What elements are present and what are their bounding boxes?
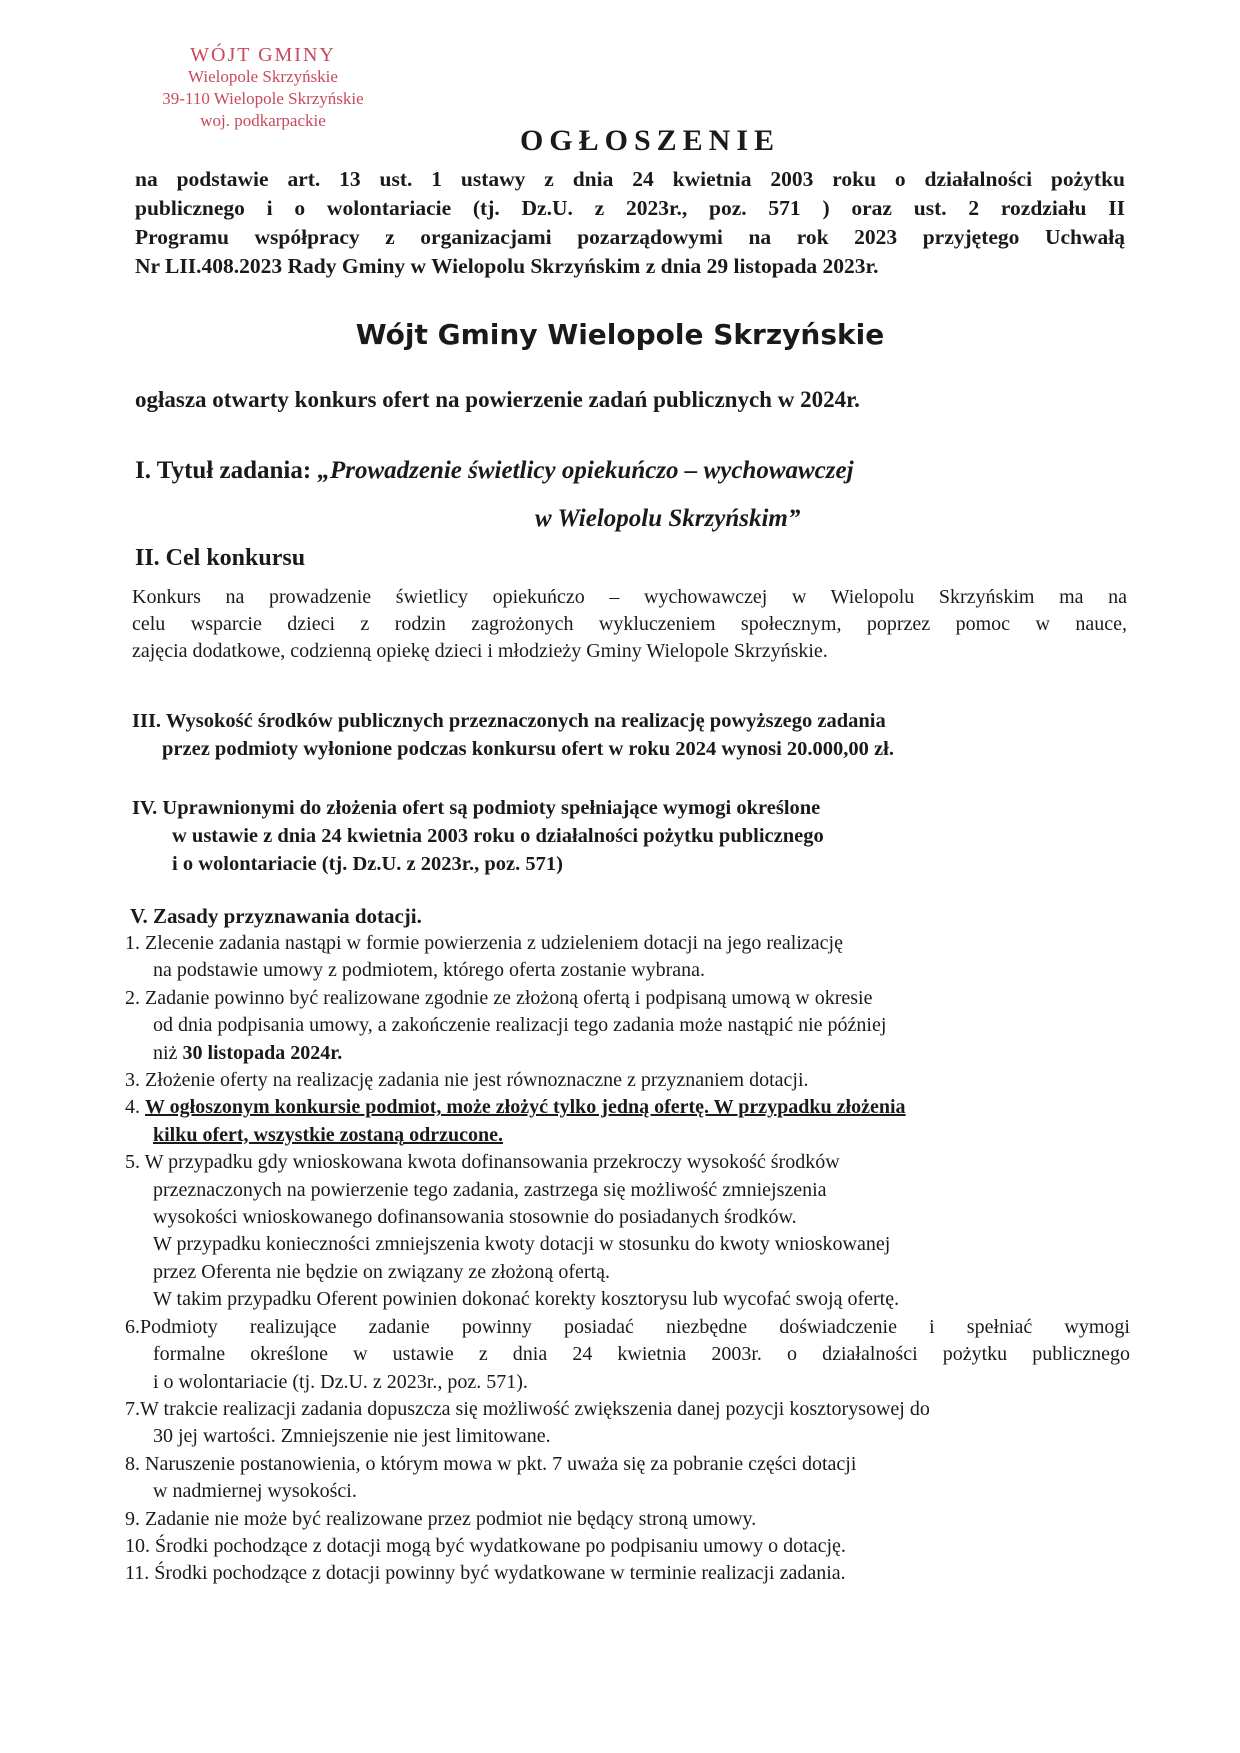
list-item-line: 7.W trakcie realizacji zadania dopuszcza się możliwość zwiększenia danej pozycji kosztorysowej do <box>125 1397 930 1420</box>
section-4 <box>132 794 1132 878</box>
list-item <box>125 1451 1130 1506</box>
list-item <box>125 1506 1130 1533</box>
list-item-line: 3. Złożenie oferty na realizację zadania nie jest równoznaczne z przyznaniem dotacji. <box>125 1069 809 1092</box>
section-1-title <box>135 457 854 485</box>
section-2-line: Konkurs na prowadzenie świetlicy opiekuńczo – wychowawczej w Wielopolu Skrzyńskim ma na <box>132 586 1127 608</box>
section-4-line: w ustawie z dnia 24 kwietnia 2003 roku o działalności pożytku publicznego <box>172 825 824 847</box>
list-item <box>125 930 1130 985</box>
list-item-line: 9. Zadanie nie może być realizowane przez podmiot nie będący stroną umowy. <box>125 1507 757 1530</box>
list-item-line: i o wolontariacie (tj. Dz.U. z 2023r., poz. 571). <box>153 1370 528 1393</box>
authority-heading: Wójt Gminy Wielopole Skrzyńskie <box>355 318 885 351</box>
section-3-line: przez podmioty wyłonione podczas konkursu ofert w roku 2024 wynosi 20.000,00 zł. <box>162 738 894 760</box>
list-item-text: niż <box>153 1041 183 1064</box>
list-item-line: formalne określone w ustawie z dnia 24 kwietnia 2003r. o działalności pożytku publicznego <box>153 1343 1130 1366</box>
list-item-line: 10. Środki pochodzące z dotacji mogą być wydatkowane po podpisaniu umowy o dotację. <box>125 1534 846 1557</box>
list-item-line: 5. W przypadku gdy wnioskowana kwota dofinansowania przekroczy wysokość środków <box>125 1151 840 1174</box>
stamp-line-4: woj. podkarpackie <box>200 111 326 130</box>
list-item-line: od dnia podpisania umowy, a zakończenie realizacji tego zadania może nastąpić nie później <box>153 1014 887 1037</box>
list-item-line: 1. Zlecenie zadania nastąpi w formie powierzenia z udzieleniem dotacji na jego realizację <box>125 932 843 954</box>
deadline-date: 30 listopada 2024r. <box>182 1041 343 1064</box>
intro-line: Nr LII.408.2023 Rady Gminy w Wielopolu Skrzyńskim z dnia 29 listopada 2023r. <box>135 254 879 278</box>
task-title-line-1: „Prowadzenie świetlicy opiekuńczo – wychowawczej <box>317 457 854 484</box>
single-offer-rule: W ogłoszonym konkursie podmiot, może złożyć tylko jedną ofertę. W przypadku złożenia <box>145 1096 906 1119</box>
stamp-line-2: Wielopole Skrzyńskie <box>188 67 338 86</box>
list-item-line: 30 jej wartości. Zmniejszenie nie jest limitowane. <box>153 1425 551 1448</box>
list-item <box>125 1560 1130 1587</box>
stamp-line-1: WÓJT GMINY <box>190 44 336 66</box>
list-item <box>125 1314 1130 1396</box>
task-title-line-2: w Wielopolu Skrzyńskim” <box>535 505 801 532</box>
list-item <box>125 1067 1130 1094</box>
list-item-number: 4. <box>125 1096 145 1119</box>
list-item-line <box>125 1122 1130 1149</box>
list-item-line: na podstawie umowy z podmiotem, którego oferta zostanie wybrana. <box>153 959 706 982</box>
list-item <box>125 1149 1130 1313</box>
list-item-line <box>125 1094 1130 1121</box>
section-4-line: IV. Uprawnionymi do złożenia ofert są podmioty spełniające wymogi określone <box>132 797 821 819</box>
list-item <box>125 1094 1130 1149</box>
list-item <box>125 985 1130 1067</box>
announcement-line: ogłasza otwarty konkurs ofert na powierzenie zadań publicznych w 2024r. <box>135 387 860 412</box>
list-item-line <box>125 1040 1130 1067</box>
list-item-line: 2. Zadanie powinno być realizowane zgodnie ze złożoną ofertą i podpisaną umową w okresie <box>125 986 873 1009</box>
section-2-line: zajęcia dodatkowe, codzienną opiekę dzieci i młodzieży Gminy Wielopole Skrzyńskie. <box>132 640 828 662</box>
document-title: OGŁOSZENIE <box>519 124 781 157</box>
section-5-heading: V. Zasady przyznawania dotacji. <box>130 904 422 928</box>
intro-line: publicznego i o wolontariacie (tj. Dz.U. z 2023r., poz. 571 ) oraz ust. 2 rozdziału II <box>135 196 1125 220</box>
rules-list <box>125 930 1130 1588</box>
section-3 <box>132 707 1132 763</box>
list-item <box>125 1396 1130 1451</box>
list-item-line: przeznaczonych na powierzenie tego zadania, zastrzega się możliwość zmniejszenia <box>153 1178 827 1201</box>
section-2-line: celu wsparcie dzieci z rodzin zagrożonych wykluczeniem społecznym, poprzez pomoc w nauce, <box>132 613 1127 635</box>
section-2-heading: II. Cel konkursu <box>135 545 306 571</box>
stamp-line-3: 39-110 Wielopole Skrzyńskie <box>162 89 364 108</box>
section-2-body <box>132 584 1127 665</box>
section-4-line: i o wolontariacie (tj. Dz.U. z 2023r., poz. 571) <box>172 853 563 875</box>
section-1-label: I. Tytuł zadania: <box>135 457 312 484</box>
list-item-line: wysokości wnioskowanego dofinansowania stosownie do posiadanych środków. <box>153 1206 797 1229</box>
intro-line: Programu współpracy z organizacjami pozarządowymi na rok 2023 przyjętego Uchwałą <box>135 225 1125 249</box>
single-offer-rule-cont: kilku ofert, wszystkie zostaną odrzucone. <box>153 1123 503 1146</box>
list-item-line: 8. Naruszenie postanowienia, o którym mowa w pkt. 7 uważa się za pobranie części dotacji <box>125 1452 857 1475</box>
office-stamp <box>118 44 408 132</box>
list-item-line: 11. Środki pochodzące z dotacji powinny być wydatkowane w terminie realizacji zadania. <box>125 1562 846 1585</box>
list-item-line: 6.Podmioty realizujące zadanie powinny posiadać niezbędne doświadczenie i spełniać wymogi <box>125 1315 1130 1338</box>
list-item-line: przez Oferenta nie będzie on związany ze złożoną ofertą. <box>153 1260 610 1283</box>
section-3-line: III. Wysokość środków publicznych przeznaczonych na realizację powyższego zadania <box>132 710 886 732</box>
list-item-line: w nadmiernej wysokości. <box>153 1480 357 1503</box>
intro-line: na podstawie art. 13 ust. 1 ustawy z dnia 24 kwietnia 2003 roku o działalności pożytku <box>135 167 1125 191</box>
list-item <box>125 1533 1130 1560</box>
list-item-line: W przypadku konieczności zmniejszenia kwoty dotacji w stosunku do kwoty wnioskowanej <box>153 1233 891 1256</box>
intro-paragraph <box>135 165 1125 281</box>
list-item-line: W takim przypadku Oferent powinien dokonać korekty kosztorysu lub wycofać swoją ofertę. <box>153 1288 900 1311</box>
